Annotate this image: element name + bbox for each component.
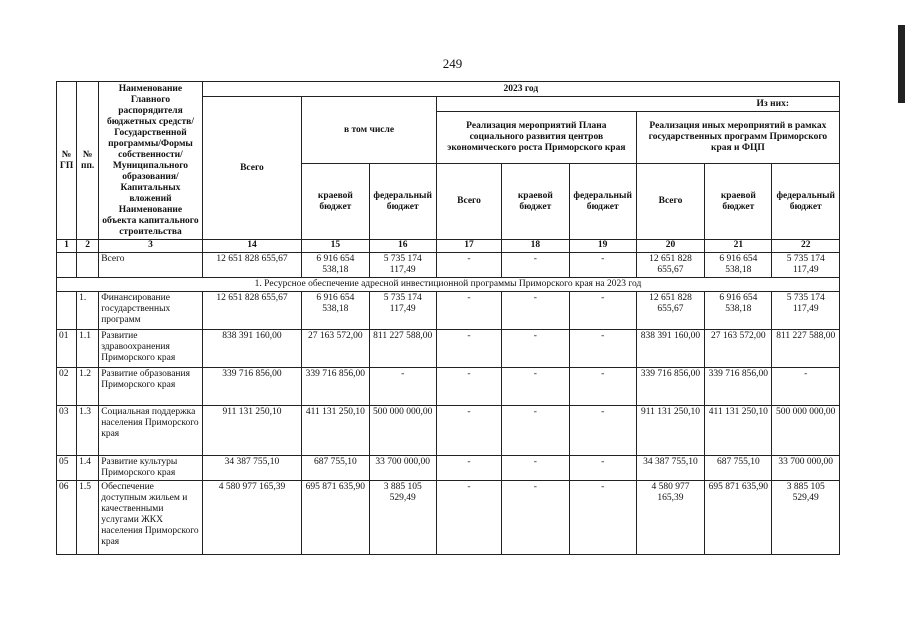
cell-c22: 3 885 105 529,49: [772, 481, 840, 555]
cell-name: Всего: [99, 253, 203, 278]
cell-c16: -: [369, 368, 436, 406]
cell-no: 1.3: [77, 406, 99, 456]
cell-c15: 695 871 635,90: [302, 481, 369, 555]
col-number: 16: [369, 240, 436, 253]
cell-c17: -: [436, 292, 501, 330]
cell-c14: 34 387 755,10: [202, 456, 301, 481]
cell-c18: -: [502, 253, 569, 278]
header-other-group: Реализация иных мероприятий в рамках государственных программ Приморского края и ФЦП: [636, 112, 839, 164]
cell-c18: -: [502, 292, 569, 330]
cell-c15: 6 916 654 538,18: [302, 253, 369, 278]
section-row: [57, 278, 840, 292]
cell-c20: 34 387 755,10: [636, 456, 704, 481]
cell-gp: 03: [57, 406, 77, 456]
cell-c14: 838 391 160,00: [202, 330, 301, 368]
cell-no: 1.: [77, 292, 99, 330]
cell-c18: -: [502, 330, 569, 368]
header-other-federal: федеральный бюджет: [772, 164, 840, 240]
cell-c19: -: [569, 456, 636, 481]
cell-c19: -: [569, 481, 636, 555]
header-year: 2023 год: [202, 82, 839, 97]
cell-no: 1.4: [77, 456, 99, 481]
col-number: 15: [302, 240, 369, 253]
cell-c15: 6 916 654 538,18: [302, 292, 369, 330]
cell-no: [77, 253, 99, 278]
cell-c14: 339 716 856,00: [202, 368, 301, 406]
cell-c18: -: [502, 406, 569, 456]
cell-gp: 01: [57, 330, 77, 368]
column-numbers-row: [57, 240, 840, 253]
cell-c15: 687 755,10: [302, 456, 369, 481]
header-plan-total: Всего: [436, 164, 501, 240]
cell-no: 1.5: [77, 481, 99, 555]
cell-name: Финансирование государственных программ: [99, 292, 203, 330]
cell-gp: 06: [57, 481, 77, 555]
cell-c19: -: [569, 406, 636, 456]
cell-c19: -: [569, 368, 636, 406]
cell-c17: -: [436, 456, 501, 481]
cell-gp: [57, 292, 77, 330]
header-plan-federal: федеральный бюджет: [569, 164, 636, 240]
cell-c22: 5 735 174 117,49: [772, 253, 840, 278]
cell-c19: -: [569, 253, 636, 278]
cell-c16: 5 735 174 117,49: [369, 253, 436, 278]
header-plan-regional: краевой бюджет: [502, 164, 569, 240]
budget-table: [56, 81, 840, 555]
table-row: [57, 456, 840, 481]
header-item-number: № пп.: [77, 82, 99, 240]
cell-name: Развитие образования Приморского края: [99, 368, 203, 406]
cell-c16: 5 735 174 117,49: [369, 292, 436, 330]
cell-c20: 4 580 977 165,39: [636, 481, 704, 555]
cell-c21: 695 871 635,90: [705, 481, 772, 555]
col-number: 2: [77, 240, 99, 253]
cell-c16: 33 700 000,00: [369, 456, 436, 481]
col-number: 17: [436, 240, 501, 253]
cell-c21: 27 163 572,00: [705, 330, 772, 368]
cell-c17: -: [436, 406, 501, 456]
cell-c18: -: [502, 456, 569, 481]
col-number: 18: [502, 240, 569, 253]
cell-c14: 12 651 828 655,67: [202, 253, 301, 278]
col-number: 14: [202, 240, 301, 253]
cell-c16: 3 885 105 529,49: [369, 481, 436, 555]
cell-name: Обеспечение доступным жильем и качественными услугами ЖКХ населения Приморского края: [99, 481, 203, 555]
header-including: в том числе: [302, 97, 437, 164]
cell-c15: 411 131 250,10: [302, 406, 369, 456]
col-number: 1: [57, 240, 77, 253]
cell-c17: -: [436, 481, 501, 555]
scan-edge-mark: [898, 25, 905, 103]
cell-c19: -: [569, 292, 636, 330]
cell-no: 1.1: [77, 330, 99, 368]
cell-c20: 12 651 828 655,67: [636, 253, 704, 278]
cell-no: 1.2: [77, 368, 99, 406]
cell-c20: 12 651 828 655,67: [636, 292, 704, 330]
cell-c22: 33 700 000,00: [772, 456, 840, 481]
header-regional-budget: краевой бюджет: [302, 164, 369, 240]
table-row: [57, 368, 840, 406]
col-number: 20: [636, 240, 704, 253]
section-title: 1. Ресурсное обеспечение адресной инвестиционной программы Приморского края на 2023 год: [57, 278, 840, 292]
cell-c14: 12 651 828 655,67: [202, 292, 301, 330]
header-name: Наименование Главного распорядителя бюджетных средств/ Государственной программы/Формы собственности/Муниципального образования/Капитальных вложений Наименование объекта капитального строительства: [99, 82, 203, 240]
cell-c16: 500 000 000,00: [369, 406, 436, 456]
cell-c14: 911 131 250,10: [202, 406, 301, 456]
table-row: [57, 481, 840, 555]
cell-c21: 6 916 654 538,18: [705, 253, 772, 278]
cell-c18: -: [502, 481, 569, 555]
header-gp-number: № ГП: [57, 82, 77, 240]
table-row: [57, 253, 840, 278]
cell-c15: 339 716 856,00: [302, 368, 369, 406]
table-row: [57, 406, 840, 456]
cell-c22: 811 227 588,00: [772, 330, 840, 368]
cell-c21: 339 716 856,00: [705, 368, 772, 406]
cell-c14: 4 580 977 165,39: [202, 481, 301, 555]
cell-c17: -: [436, 368, 501, 406]
cell-name: Развитие культуры Приморского края: [99, 456, 203, 481]
cell-name: Развитие здравоохранения Приморского края: [99, 330, 203, 368]
header-total: Всего: [202, 97, 301, 240]
header-other-regional: краевой бюджет: [705, 164, 772, 240]
table-row: [57, 292, 840, 330]
cell-c22: -: [772, 368, 840, 406]
cell-name: Социальная поддержка населения Приморского края: [99, 406, 203, 456]
page-number: 249: [442, 56, 463, 71]
header-plan-group: Реализация мероприятий Плана социального развития центров экономического роста Приморского края: [436, 112, 636, 164]
header-of-which: Из них:: [436, 97, 839, 112]
col-number: 19: [569, 240, 636, 253]
table-row: [57, 330, 840, 368]
cell-c20: 339 716 856,00: [636, 368, 704, 406]
cell-c19: -: [569, 330, 636, 368]
cell-c15: 27 163 572,00: [302, 330, 369, 368]
cell-c21: 6 916 654 538,18: [705, 292, 772, 330]
cell-c21: 411 131 250,10: [705, 406, 772, 456]
cell-c21: 687 755,10: [705, 456, 772, 481]
col-number: 21: [705, 240, 772, 253]
col-number: 3: [99, 240, 203, 253]
cell-gp: 05: [57, 456, 77, 481]
cell-gp: 02: [57, 368, 77, 406]
cell-c17: -: [436, 253, 501, 278]
cell-c22: 5 735 174 117,49: [772, 292, 840, 330]
cell-c17: -: [436, 330, 501, 368]
cell-c16: 811 227 588,00: [369, 330, 436, 368]
cell-c20: 838 391 160,00: [636, 330, 704, 368]
cell-gp: [57, 253, 77, 278]
header-other-total: Всего: [636, 164, 704, 240]
cell-c18: -: [502, 368, 569, 406]
header-federal-budget: федеральный бюджет: [369, 164, 436, 240]
col-number: 22: [772, 240, 840, 253]
cell-c22: 500 000 000,00: [772, 406, 840, 456]
cell-c20: 911 131 250,10: [636, 406, 704, 456]
